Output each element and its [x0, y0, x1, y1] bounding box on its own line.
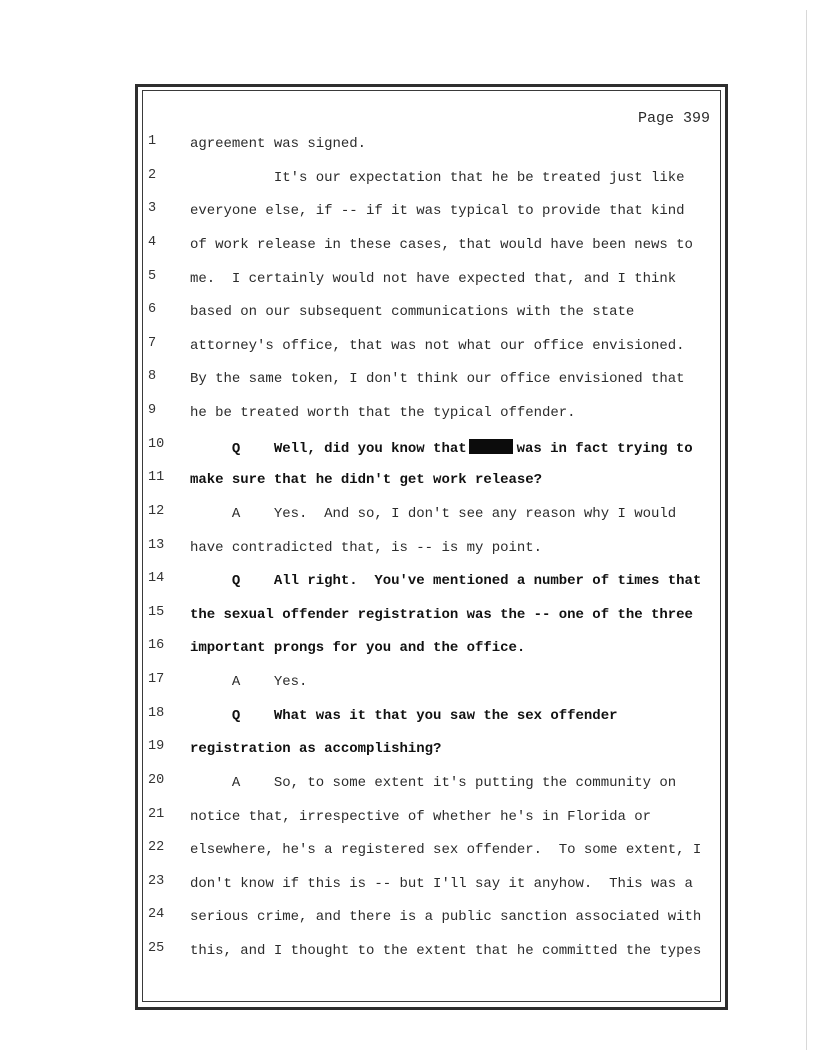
transcript-line [0, 269, 816, 291]
line-number: 21 [148, 806, 165, 822]
line-number: 11 [148, 470, 165, 486]
transcript-line [0, 235, 816, 257]
line-text: agreement was signed. [190, 136, 367, 152]
line-number: 1 [148, 134, 157, 149]
line-text: this, and I thought to the extent that he committed the types [190, 943, 702, 960]
transcript-line [0, 807, 816, 829]
question-text: Q All right. You've mentioned a number of times that [190, 573, 702, 590]
line-text: elsewhere, he's a registered sex offender. To some extent, I [190, 842, 702, 859]
transcript-line [0, 874, 816, 896]
page-number: Page 399 [637, 110, 710, 127]
line-number: 8 [148, 369, 157, 385]
line-text: A Yes. And so, I don't see any reason why I would [190, 505, 677, 522]
line-text-before-redaction: Q Well, did you know that [190, 440, 467, 457]
line-text: A Yes. [190, 674, 308, 691]
line-number: 17 [148, 672, 165, 688]
line-number: 2 [148, 167, 157, 183]
transcript-line [0, 840, 816, 862]
transcript-line [0, 403, 816, 425]
line-text: attorney's office, that was not what our office envisioned. [190, 337, 685, 354]
line-number: 4 [148, 234, 157, 250]
line-number: 3 [148, 201, 157, 217]
transcript-line [0, 706, 816, 728]
transcript-line [0, 336, 816, 358]
line-text: don't know if this is -- but I'll say it anyhow. This was a [190, 875, 693, 892]
line-text: By the same token, I don't think our office envisioned that [190, 371, 685, 388]
transcript-line [0, 302, 816, 324]
line-number: 5 [148, 268, 157, 284]
line-number: 25 [148, 941, 165, 957]
transcript-line [0, 134, 816, 156]
line-text: of work release in these cases, that would have been news to [190, 236, 693, 253]
transcript-line [0, 470, 816, 492]
transcript-line [0, 437, 816, 459]
line-number: 19 [148, 739, 165, 755]
line-number: 24 [148, 907, 165, 923]
line-number: 23 [148, 873, 165, 889]
transcript-line [0, 773, 816, 795]
transcript-line [0, 538, 816, 560]
question-text: the sexual offender registration was the -- one of the three [190, 606, 693, 623]
line-text-after-redaction: was in fact trying to [516, 440, 693, 457]
line-number: 13 [148, 537, 165, 553]
line-number: 14 [148, 571, 165, 587]
transcript-line [0, 941, 816, 963]
line-text: me. I certainly would not have expected that, and I think [190, 270, 677, 287]
transcript-line [0, 168, 816, 190]
question-text [190, 439, 715, 457]
line-text: notice that, irrespective of whether he's in Florida or [190, 808, 651, 825]
line-number: 20 [148, 772, 165, 788]
line-text: It's our expectation that he be treated just like [190, 169, 685, 186]
question-text: make sure that he didn't get work release? [190, 472, 543, 489]
transcript-line [0, 504, 816, 526]
redaction-block [469, 439, 513, 454]
line-number: 22 [148, 840, 165, 856]
transcript-line [0, 638, 816, 660]
question-text: registration as accomplishing? [190, 741, 442, 758]
transcript-line [0, 672, 816, 694]
transcript-line [0, 571, 816, 593]
question-text: important prongs for you and the office. [190, 640, 526, 657]
line-text: serious crime, and there is a public sanction associated with [190, 909, 702, 926]
transcript-line [0, 201, 816, 223]
line-number: 15 [148, 604, 165, 620]
line-text: based on our subsequent communications with the state [190, 304, 635, 321]
line-number: 6 [148, 302, 157, 318]
line-text: everyone else, if -- if it was typical to provide that kind [190, 203, 685, 220]
line-number: 12 [148, 503, 165, 519]
line-text: have contradicted that, is -- is my point. [190, 539, 543, 556]
question-text: Q What was it that you saw the sex offender [190, 707, 618, 724]
line-number: 7 [148, 335, 157, 351]
transcript-line [0, 739, 816, 761]
transcript-line [0, 907, 816, 929]
line-text: he be treated worth that the typical offender. [190, 405, 576, 422]
transcript-line [0, 605, 816, 627]
line-number: 9 [148, 403, 157, 419]
line-number: 18 [148, 705, 165, 721]
transcript-line [0, 369, 816, 391]
line-number: 10 [148, 436, 165, 452]
line-text: A So, to some extent it's putting the community on [190, 774, 677, 791]
line-number: 16 [148, 638, 165, 654]
